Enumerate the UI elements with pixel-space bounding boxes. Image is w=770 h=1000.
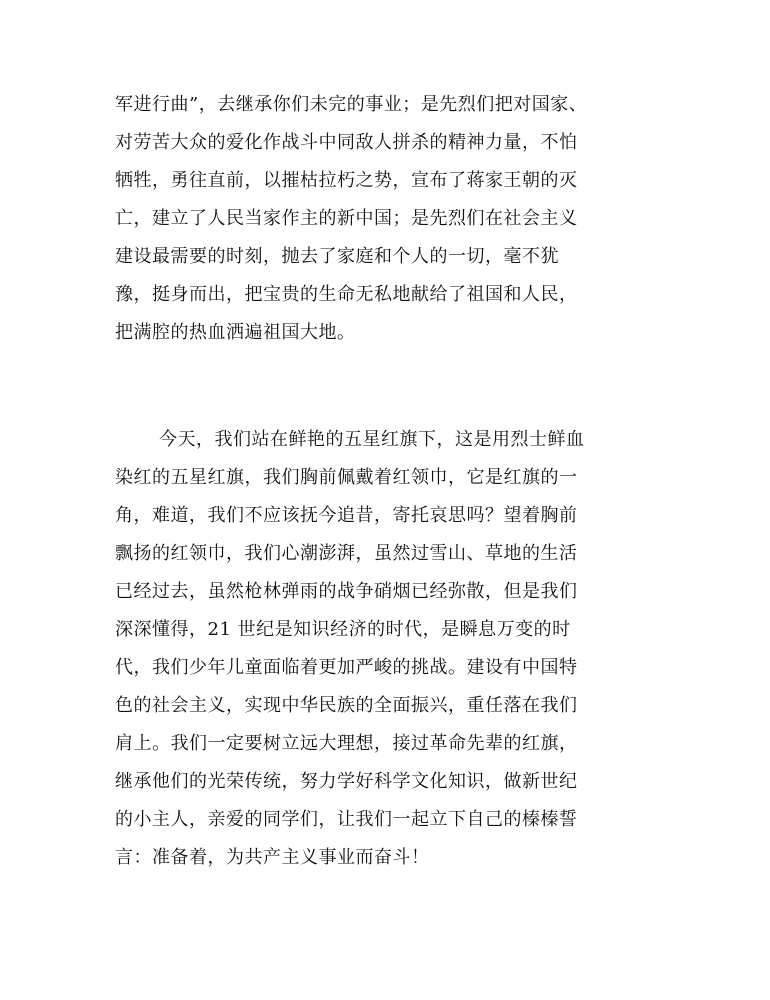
text-line: 军进行曲”，去继承你们未完的事业；是先烈们把对国家、 <box>115 94 588 115</box>
text-line: 飘扬的红领巾，我们心潮澎湃，虽然过雪山、草地的生活 <box>115 543 578 564</box>
paragraph-continuation <box>115 86 675 352</box>
text-line: 肩上。我们一定要树立远大理想，接过革命先辈的红旗， <box>115 733 578 754</box>
text-line: 继承他们的光荣传统，努力学好科学文化知识，做新世纪 <box>115 771 578 792</box>
text-line: 色的社会主义，实现中华民族的全面振兴，重任落在我们 <box>115 695 578 716</box>
text-line: 已经过去，虽然枪林弹雨的战争硝烟已经弥散，但是我们 <box>115 581 578 602</box>
text-line: 亡，建立了人民当家作主的新中国；是先烈们在社会主义 <box>115 208 578 229</box>
text-line: 深深懂得，21 世纪是知识经济的时代，是瞬息万变的时 <box>115 619 571 640</box>
text-line: 建设最需要的时刻，抛去了家庭和个人的一切，毫不犹 <box>115 246 559 267</box>
text-line: 把满腔的热血洒遍祖国大地。 <box>115 322 356 343</box>
text-line: 今天，我们站在鲜艳的五星红旗下，这是用烈士鲜血 <box>159 429 585 450</box>
text-line: 染红的五星红旗，我们胸前佩戴着红领巾，它是红旗的一 <box>115 467 578 488</box>
paragraph-today <box>115 421 675 877</box>
text-line: 的小主人，亲爱的同学们，让我们一起立下自己的榛榛誓 <box>115 809 578 830</box>
text-line: 豫，挺身而出，把宝贵的生命无私地献给了祖国和人民， <box>115 284 578 305</box>
text-line: 角，难道，我们不应该抚今追昔，寄托哀思吗？望着胸前 <box>115 505 578 526</box>
text-line: 代，我们少年儿童面临着更加严峻的挑战。建设有中国特 <box>115 657 578 678</box>
text-line: 牺牲，勇往直前，以摧枯拉朽之势，宣布了蒋家王朝的灭 <box>115 170 578 191</box>
text-line: 言：准备着，为共产主义事业而奋斗！ <box>115 847 430 868</box>
text-line: 对劳苦大众的爱化作战斗中同敌人拼杀的精神力量，不怕 <box>115 132 578 153</box>
